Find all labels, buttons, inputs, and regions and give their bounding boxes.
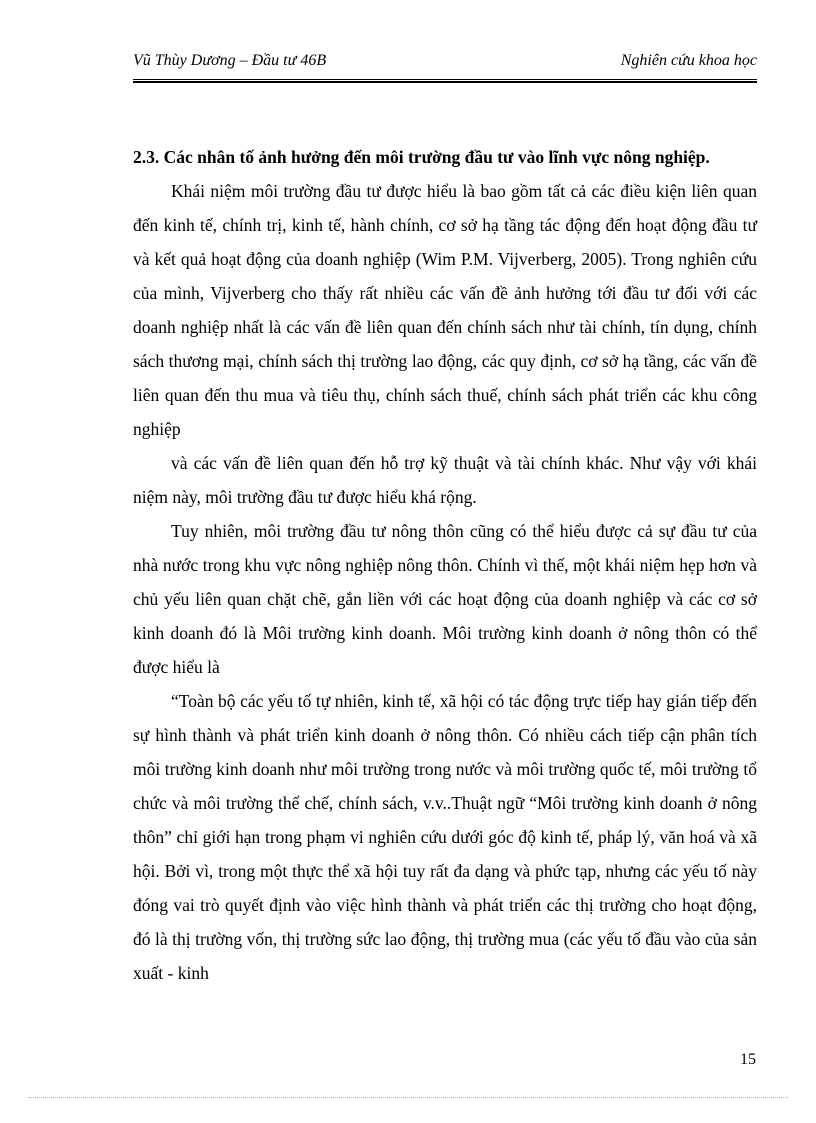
- paragraph-2: và các vấn đề liên quan đến hỗ trợ kỹ thuật và tài chính khác. Như vậy với khái niệm này, môi trường đầu tư được hiểu khá rộng.: [133, 453, 757, 507]
- paragraph-1: Khái niệm môi trường đầu tư được hiểu là bao gồm tất cả các điều kiện liên quan đến kinh tế, chính trị, kinh tế, hành chính, cơ sở hạ tầng tác động đến hoạt động đầu tư và kết quả hoạt động của doanh nghiệp (Wim P.M. Vijverberg, 2005). Trong nghiên cứu của mình, Vijverberg cho thấy rất nhiều các vấn đề ảnh hưởng tới đầu tư đối với các doanh nghiệp nhất là các vấn đề liên quan đến chính sách như tài chính, tín dụng, chính sách thương mại, chính sách thị trường lao động, các quy định, cơ sở hạ tầng, các vấn đề liên quan đến thu mua và tiêu thụ, chính sách thuế, chính sách phát triển các khu công nghiệp: [133, 181, 757, 439]
- page-body: [133, 140, 757, 990]
- header-title: Nghiên cứu khoa học: [620, 52, 757, 69]
- paragraph-3: Tuy nhiên, môi trường đầu tư nông thôn cũng có thể hiểu được cả sự đầu tư của nhà nước trong khu vực nông nghiệp nông thôn. Chính vì thế, một khái niệm hẹp hơn và chủ yếu liên quan chặt chẽ, gắn liền với các hoạt động của doanh nghiệp và các cơ sở kinh doanh đó là Môi trường kinh doanh. Môi trường kinh doanh ở nông thôn có thể được hiểu là: [133, 521, 757, 677]
- header-rule: [133, 79, 757, 80]
- paragraph-4-quote: “Toàn bộ các yếu tố tự nhiên, kinh tế, xã hội có tác động trực tiếp hay gián tiếp đến sự hình thành và phát triển kinh doanh ở nông thôn. Có nhiều cách tiếp cận phân tích môi trường kinh doanh như môi trường trong nước và môi trường quốc tế, môi trường tổ chức và môi trường thể chế, chính sách, v.v..Thuật ngữ “Môi trường kinh doanh ở nông thôn” chỉ giới hạn trong phạm vi nghiên cứu dưới góc độ kinh tế, pháp lý, văn hoá và xã hội. Bởi vì, trong một thực thể xã hội tuy rất đa dạng và phức tạp, nhưng các yếu tố này đóng vai trò quyết định vào việc hình thành và phát triển các thị trường cho hoạt động, đó là thị trường vốn, thị trường sức lao động, thị trường mua (các yếu tố đầu vào của sản xuất - kinh: [133, 691, 757, 983]
- page-number: 15: [740, 1051, 756, 1068]
- header-author: Vũ Thùy Dương – Đầu tư 46B: [133, 52, 327, 69]
- section-heading: 2.3. Các nhân tố ảnh hưởng đến môi trường đầu tư vào lĩnh vực nông nghiệp.: [133, 147, 710, 167]
- header-rule-thick: [133, 81, 757, 83]
- page-header: [133, 52, 757, 80]
- page-bottom-dotted-line: [28, 1097, 788, 1098]
